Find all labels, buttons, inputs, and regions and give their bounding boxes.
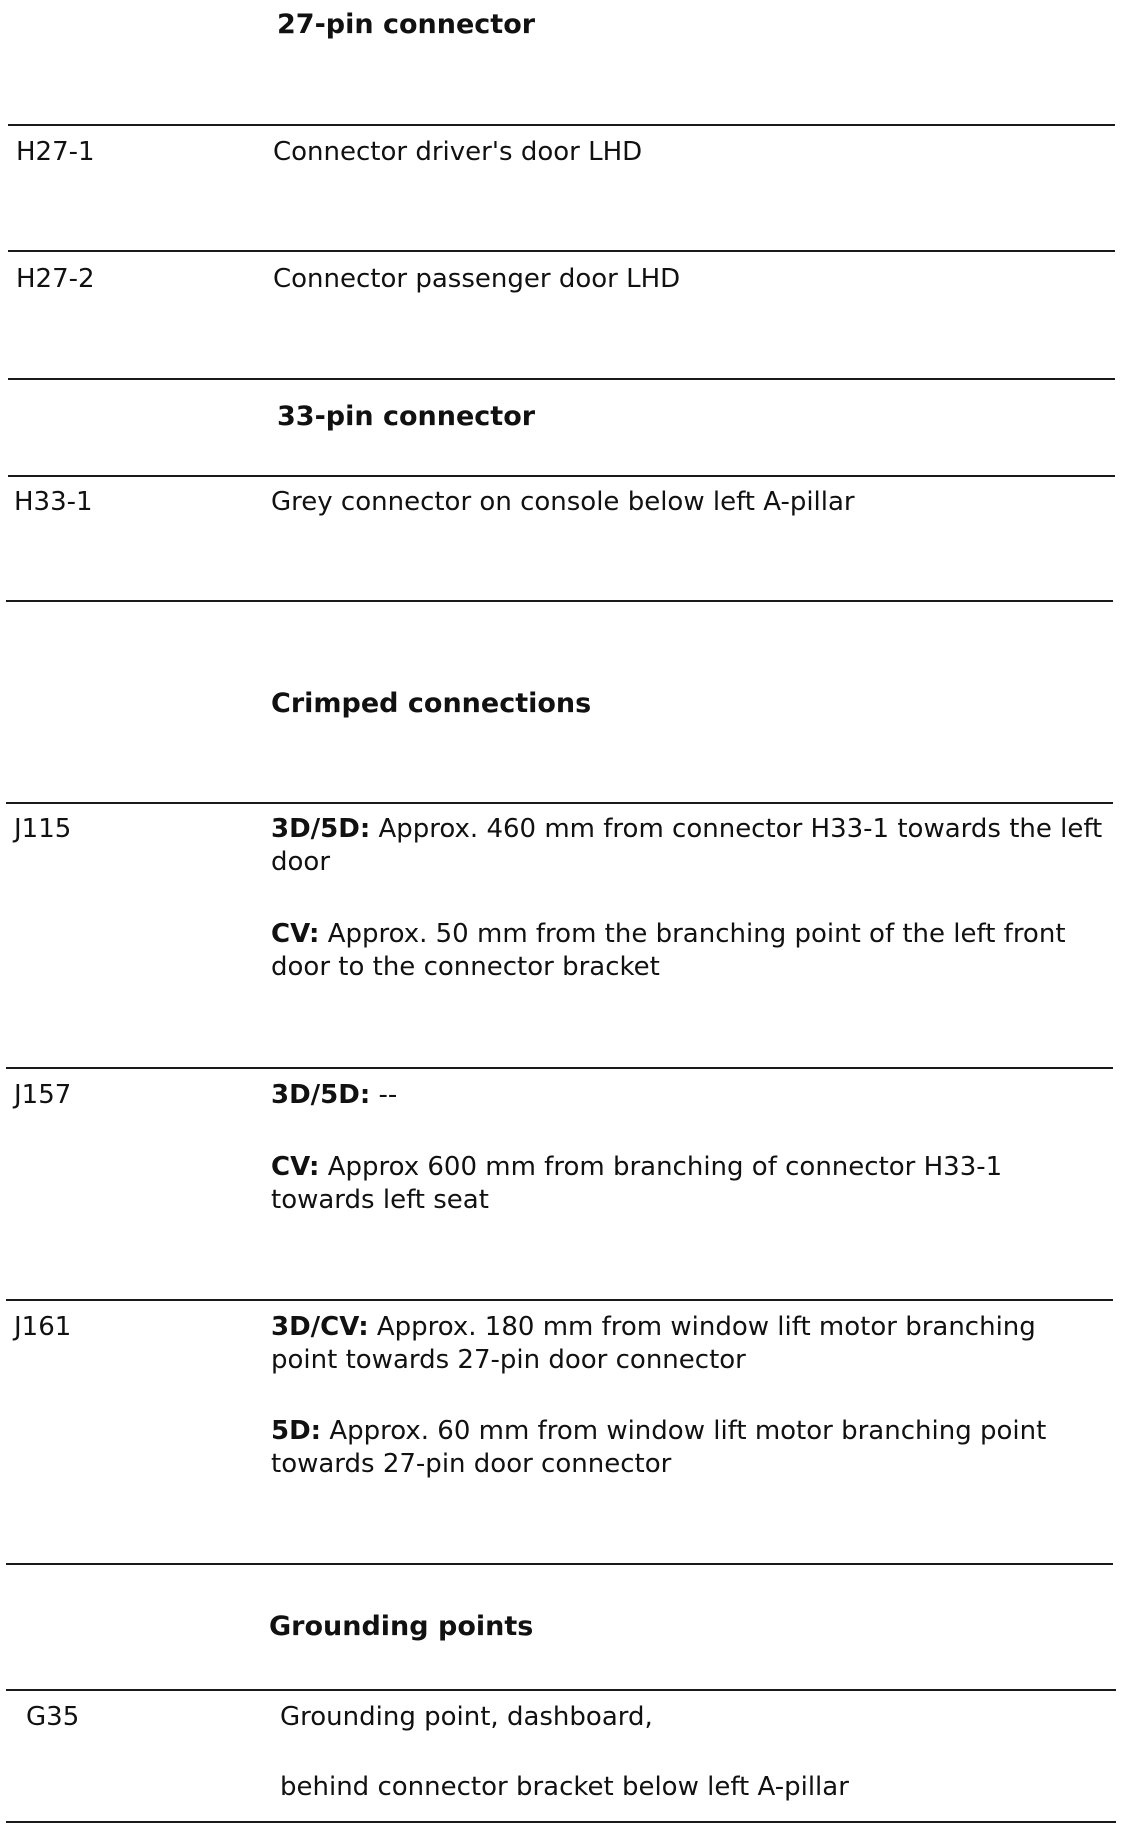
row-desc-j161 [271, 1311, 1061, 1481]
j115-text-cv: Approx. 50 mm from the branching point of the left front door to the connector bracket [271, 919, 1066, 982]
table-rule [6, 1067, 1113, 1069]
j115-para-cv [271, 918, 1106, 984]
j161-label-3dcv: 3D/CV: [271, 1312, 369, 1342]
table-rule [8, 250, 1115, 252]
row-code-h27-1: H27-1 [16, 137, 95, 167]
table-rule [6, 1689, 1116, 1691]
table-rule [6, 1563, 1113, 1565]
table-rule [6, 802, 1113, 804]
table-rule [6, 1821, 1116, 1823]
row-desc-j157 [271, 1079, 1106, 1217]
table-rule [8, 475, 1115, 477]
row-code-g35: G35 [26, 1702, 80, 1732]
section-heading-crimped: Crimped connections [271, 688, 592, 719]
j115-label-cv: CV: [271, 919, 320, 949]
j157-text-3d5d: -- [370, 1080, 398, 1110]
row-desc-h27-2: Connector passenger door LHD [273, 264, 681, 294]
table-rule [6, 600, 1113, 602]
table-rule [8, 124, 1115, 126]
j161-para-3dcv [271, 1311, 1061, 1377]
j161-label-5d: 5D: [271, 1416, 322, 1446]
j161-text-3dcv: Approx. 180 mm from window lift motor branching point towards 27-pin door connector [271, 1312, 1036, 1375]
row-code-j115: J115 [14, 814, 72, 844]
j115-label-3d5d: 3D/5D: [271, 814, 371, 844]
row-code-h27-2: H27-2 [16, 264, 95, 294]
j157-label-3d5d: 3D/5D: [271, 1080, 371, 1110]
j157-para-cv [271, 1151, 1106, 1217]
row-desc-g35-line1: Grounding point, dashboard, [280, 1702, 653, 1732]
section-heading-27-pin: 27-pin connector [277, 9, 536, 40]
row-desc-h27-1: Connector driver's door LHD [273, 137, 643, 167]
row-desc-h33-1: Grey connector on console below left A-pillar [271, 487, 855, 517]
j115-para-3d5d [271, 813, 1106, 879]
row-code-h33-1: H33-1 [14, 487, 93, 517]
section-heading-33-pin: 33-pin connector [277, 401, 536, 432]
table-rule [6, 1299, 1113, 1301]
row-code-j157: J157 [14, 1080, 72, 1110]
j115-text-3d5d: Approx. 460 mm from connector H33-1 towards the left door [271, 814, 1103, 877]
section-heading-grounding: Grounding points [269, 1611, 534, 1642]
j161-para-5d [271, 1415, 1061, 1481]
row-desc-j115 [271, 813, 1106, 984]
row-code-j161: J161 [14, 1312, 72, 1342]
j157-text-cv: Approx 600 mm from branching of connector H33-1 towards left seat [271, 1152, 1003, 1215]
table-rule [8, 378, 1115, 380]
j161-text-5d: Approx. 60 mm from window lift motor branching point towards 27-pin door connector [271, 1416, 1047, 1479]
row-desc-g35-line2: behind connector bracket below left A-pillar [280, 1772, 849, 1802]
j157-para-3d5d [271, 1079, 1106, 1112]
j157-label-cv: CV: [271, 1152, 320, 1182]
